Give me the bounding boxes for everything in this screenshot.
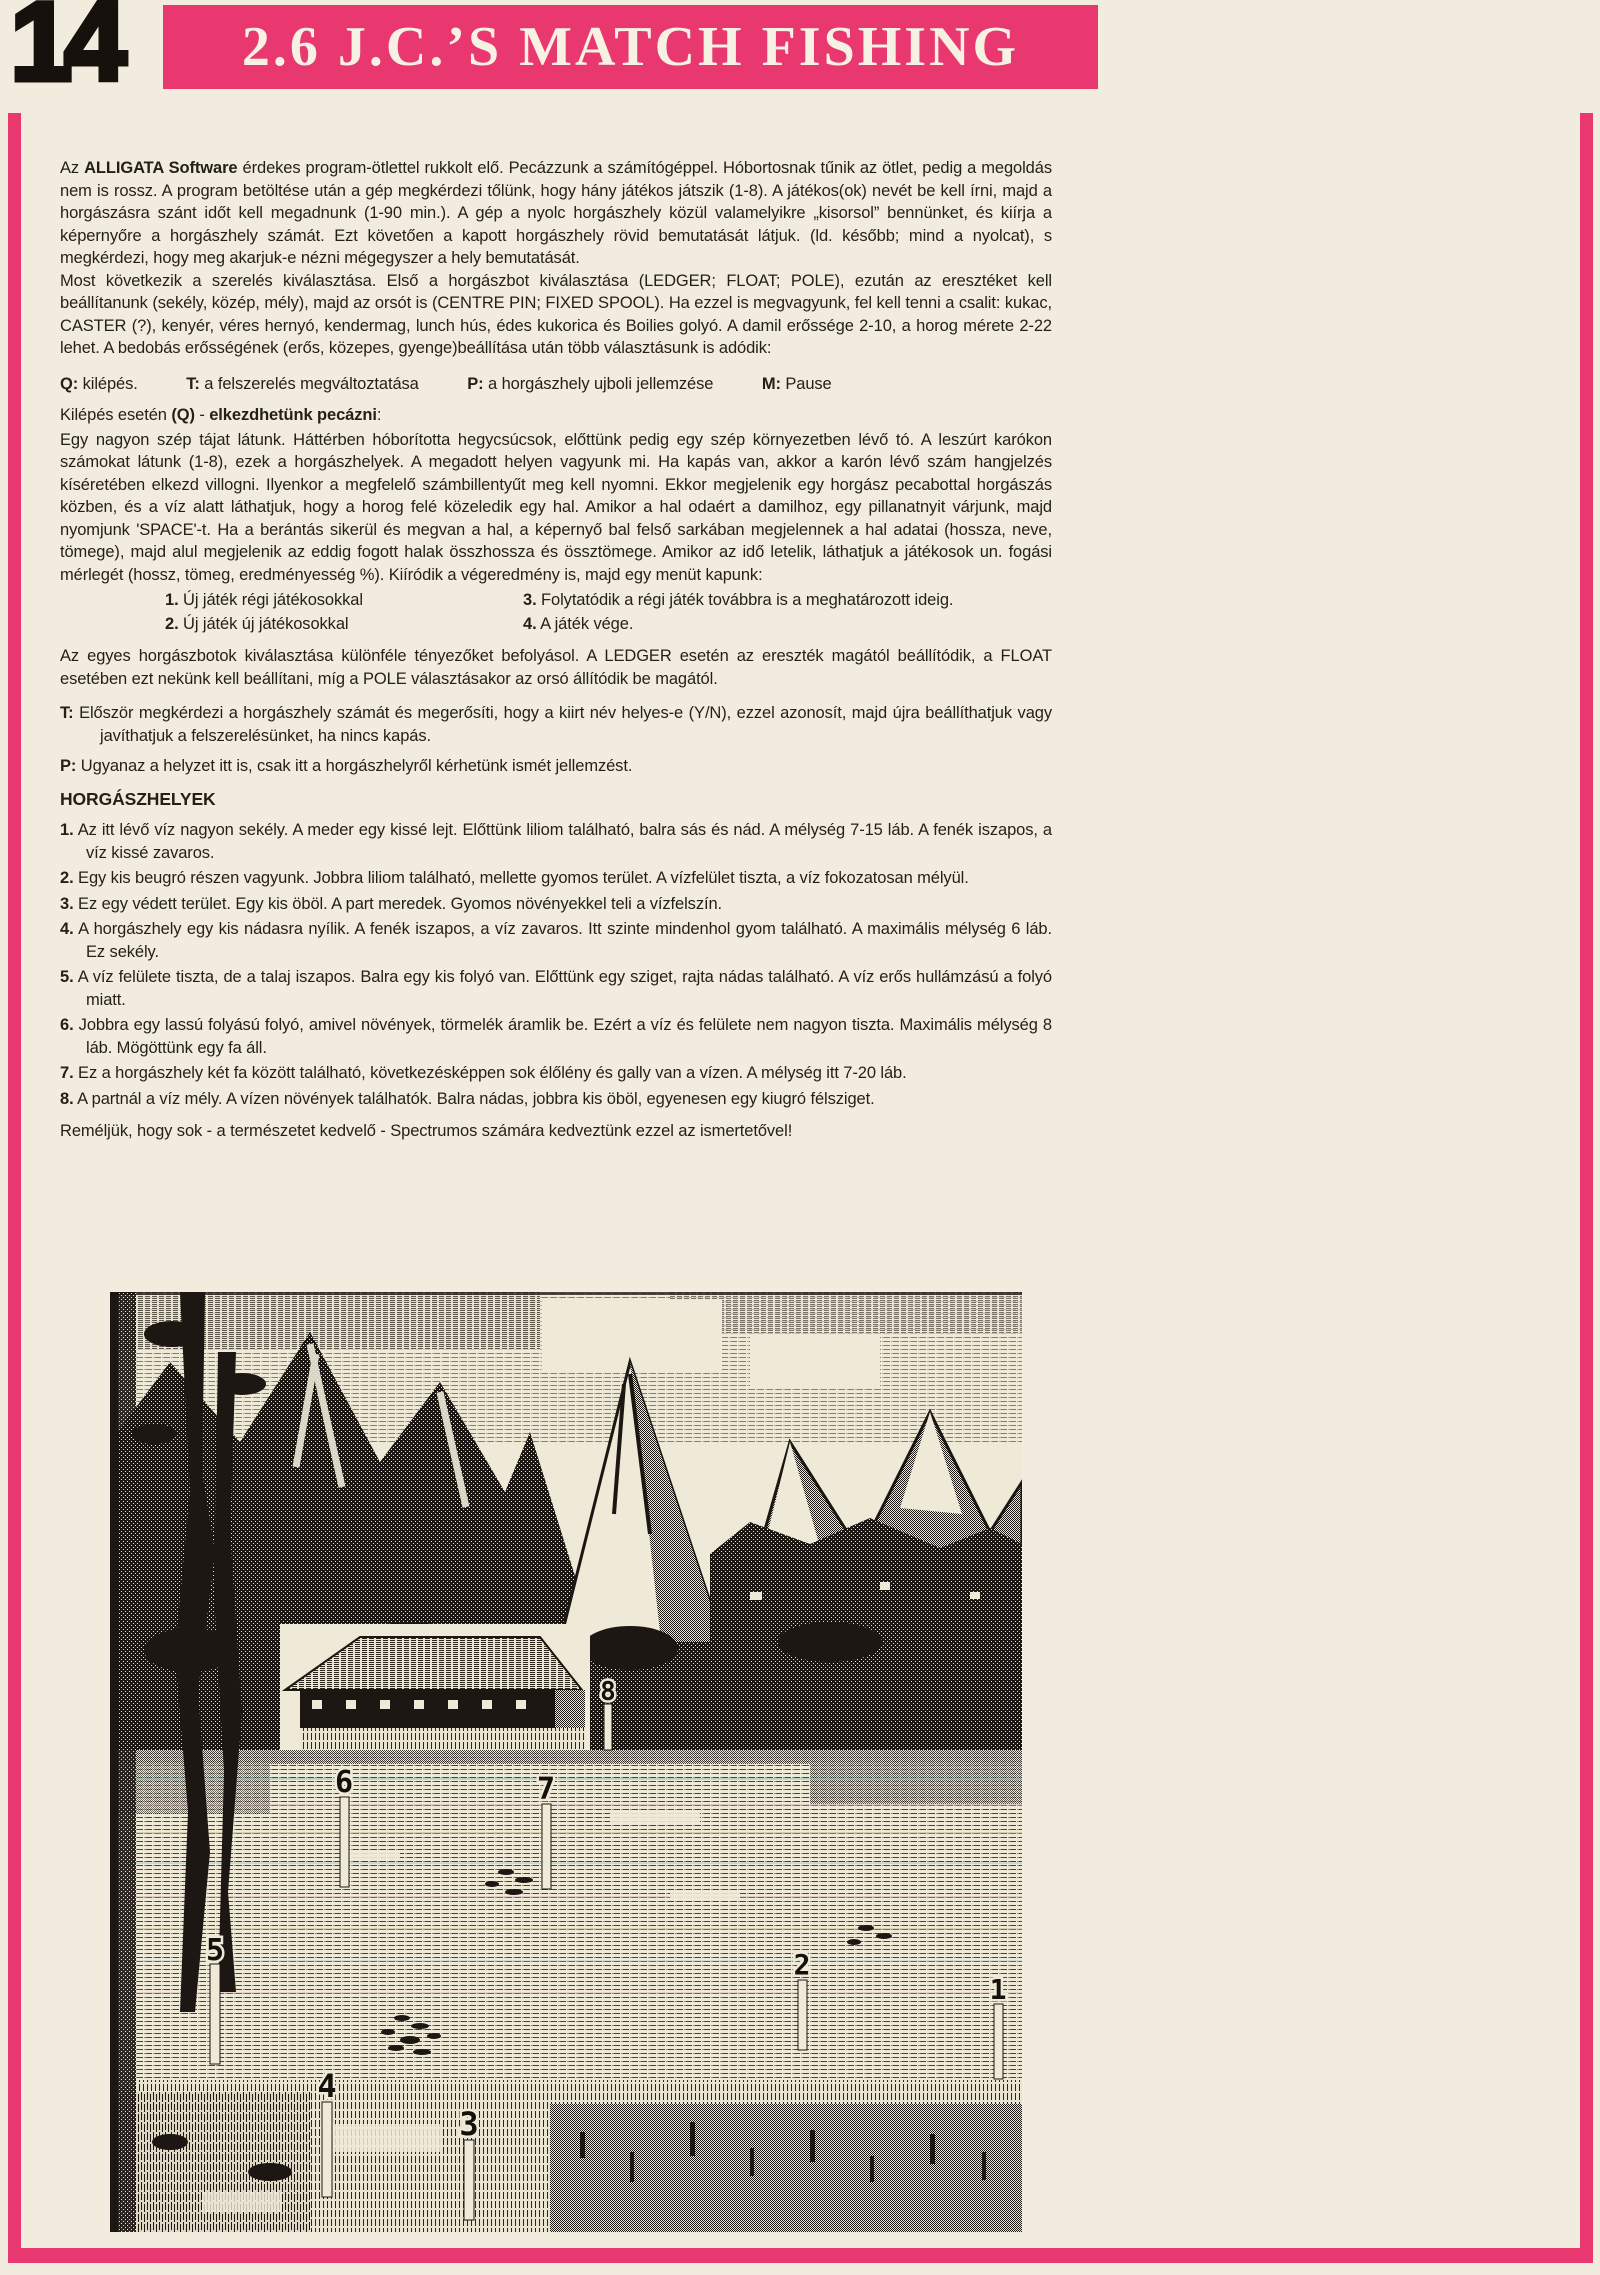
right-border-strip	[1580, 113, 1593, 2263]
sky	[110, 1292, 1022, 1442]
exit-line-dash: -	[194, 406, 210, 424]
fishing-spot-item-6	[60, 1014, 1052, 1059]
fishing-spot-item-3	[60, 893, 1052, 916]
menu-item-label: Új játék régi játékosokkal	[178, 591, 363, 609]
spot-text: Az itt lévő víz nagyon sekély. A meder egy kissé lejt. Előttünk liliom található, balra sás és nád. A mélység 7-15 láb. A fenék iszapos, a víz kissé zavaros.	[73, 821, 1052, 862]
bottom-border-strip	[8, 2248, 1593, 2263]
option-text-p: a horgászhely ujboli jellemzése	[483, 374, 714, 393]
option-key-p: P:	[467, 374, 484, 393]
option-key-m: M:	[761, 374, 781, 393]
fishing-spot-item-5	[60, 966, 1052, 1011]
option-text-m: Pause	[780, 374, 832, 393]
closing-line: Reméljük, hogy sok - a természetet kedvelő - Spectrumos számára kedveztünk ezzel az ismertetővel!	[60, 1122, 793, 1140]
fishing-spot-item-4	[60, 918, 1052, 963]
menu-item-end-game	[523, 613, 1052, 636]
spot-text: Jobbra egy lassú folyású folyó, amivel növények, törmelék áramlik be. Ezért a víz és felülete nem nagyon tiszta. Maximális mélység 8 láb. Mögöttünk egy fa áll.	[73, 1016, 1052, 1057]
peg-number-1: 1	[989, 1973, 1007, 2006]
exit-instruction-line	[60, 404, 1052, 427]
house-base	[300, 1728, 585, 1750]
left-border-strip	[8, 113, 21, 2263]
t-key-definition	[60, 702, 1052, 747]
game-screenshot-image	[110, 1292, 1022, 2232]
foreground-shore	[110, 2080, 1022, 2232]
spot-number: 6.	[60, 1016, 74, 1034]
exit-line-emphasis: elkezdhetünk pecázni	[209, 406, 377, 424]
menu-item-new-game-old-players	[165, 589, 523, 612]
menu-item-label: A játék vége.	[536, 614, 634, 633]
intro-paragraph-2: Most következik a szerelés kiválasztása. Első a horgászbot kiválasztása (LEDGER; FLOAT; POLE), ezután az eresztéket kell beállítanunk (sekély, közép, mély), majd az orsót is (CENTRE PIN; FIXED SPOOL). Ha ezzel is megvagyunk, fel kell tenni a csalit: kukac, CASTER (?), kenyér, véres hernyó, kendermag, lunch hús, édes kukorica és Boilies golyó. A damil erőssége 2-10, a horog mérete 2-22 lehet. A bedobás erősségének (erős, közepes, gyenge)beállítása után több választásunk is adódik:	[60, 271, 1052, 357]
spot-text: Ez a horgászhely két fa között található, következésképpen sok élőlény és gally van a vízen. A mélység itt 7-20 láb.	[73, 1064, 907, 1082]
spot-text: Egy kis beugró részen vagyunk. Jobbra liliom található, mellette gyomos terület. A vízfelület tiszta, a víz fokozatosan mélyül.	[73, 869, 969, 887]
spot-number: 5.	[60, 968, 74, 986]
house-side-wall	[555, 1690, 585, 1728]
rod-selection-paragraph: Az egyes horgászbotok kiválasztása különféle tényezőket befolyásol. A LEDGER esetén az ereszték magától beállítódik, a FLOAT esetében ezt nekünk kell beállítani, míg a POLE választásakor az orsó állítódik be magától.	[60, 647, 1052, 688]
fishing-spot-item-2	[60, 867, 1052, 890]
option-quit	[60, 373, 138, 396]
spot-number: 2.	[60, 869, 74, 887]
key-letter-p: P:	[60, 757, 77, 775]
peg-number-5: 5	[205, 1933, 225, 1968]
game-screenshot	[110, 1292, 1022, 2232]
spot-number: 3.	[60, 894, 74, 913]
menu-item-new-game-new-players	[165, 613, 523, 636]
fishing-spot-item-7	[60, 1062, 1052, 1085]
end-menu	[165, 589, 1052, 635]
menu-item-label: Új játék új játékosokkal	[178, 614, 349, 633]
key-options-line	[60, 373, 1052, 396]
option-pause	[762, 373, 832, 396]
option-key-q: Q:	[60, 374, 79, 393]
option-text-t: a felszerelés megváltoztatása	[199, 374, 419, 393]
spot-number: 1.	[60, 821, 74, 839]
spot-text: A horgászhely egy kis nádasra nyílik. A fenék iszapos, a víz zavaros. Itt szinte mindenhol gyom található. A maximális mélység 6 láb. Ez sekély.	[73, 920, 1052, 961]
peg-number-8: 8	[600, 1677, 616, 1707]
key-definition-text-t: Először megkérdezi a horgászhely számát és megerősíti, hogy a kiirt név helyes-e (Y/N), ezzel azonosít, majd újra beállíthatjuk vagy javíthatjuk a felszerelésünket, ha nincs kapás.	[73, 704, 1052, 745]
fishing-spot-item-8	[60, 1088, 1052, 1111]
exit-line-text: Kilépés esetén	[60, 406, 172, 424]
exit-line-colon: :	[376, 406, 382, 424]
chapter-title: 2.6 J.C.’S MATCH FISHING	[241, 16, 1020, 78]
intro-paragraph-1	[60, 157, 1052, 270]
peg-number-4: 4	[317, 2067, 337, 2105]
fishing-spot-item-1	[60, 819, 1052, 864]
spot-number: 8.	[60, 1089, 74, 1108]
publisher-name: ALLIGATA Software	[84, 159, 238, 177]
page-number: 14	[10, 0, 119, 104]
peg-number-2: 2	[793, 1948, 811, 1981]
menu-item-continue-game	[523, 589, 1052, 612]
option-peg	[467, 373, 713, 396]
menu-item-label: Folytatódik a régi játék továbbra is a meghatározott ideig.	[536, 591, 954, 609]
fishing-description-paragraph: Egy nagyon szép tájat látunk. Háttérben hóborította hegycsúcsok, előttünk pedig egy szép környezetben lévő tó. A leszúrt karókon számokat látunk (1-8), ezek a horgászhelyek. A megadott helyen vagyunk mi. Ha kapás van, akkor a karón lévő szám hangjelzés kíséretében elkezd villogni. Ilyenkor a megfelelő számbillentyűt meg kell nyomni. Ekkor megjelenik egy horgász pecabottal horgászás közben, és a víz alatt láthatjuk, hogy a horog felé közeledik egy hal. Amikor a hal odaért a damilhoz, egy pillanatnyit várjunk, majd nyomjunk 'SPACE'-t. Ha a berántás sikerül és megvan a hal, a képernyő bal felső sarkában megjelennek a hal adatai (hossza, neve, tömege), majd alul megjelenik az eddig fogott halak összhossza és össztömege. Amikor az idő letelik, láthatjuk a játékosok un. fogási mérlegét (hossz, tömeg, eredményesség %). Kiíródik a végeredmény is, majd egy menüt kapunk:	[60, 430, 1052, 584]
option-text-q: kilépés.	[78, 374, 138, 393]
p-key-definition	[60, 755, 1052, 778]
spot-number: 4.	[60, 920, 74, 938]
intro-text-rest: érdekes program-ötlettel rukkolt elő. Pecázzunk a számítógéppel. Hóbortosnak tűnik az ötlet, pedig a megoldás nem is rossz. A program betöltése után a gép megkérdezi tőlünk, hogy hány játékos játszik (1-8). A játékos(ok) nevét be kell írni, majd a horgászásra szánt időt kell megadnunk (1-90 min.). A gép a nyolc horgászhely közül valamelyikre „kisorsol” bennünket, és kiírja a képernyőre a horgászhely számát. Ezt követően a kapott horgászhely rövid bemutatását látjuk. (ld. később; mind a nyolcat), s megkérdezi, hogy meg akarjuk-e nézni mégegyszer a hely bemutatását.	[60, 159, 1052, 267]
fishing-spots-heading: HORGÁSZHELYEK	[60, 788, 216, 809]
spot-number: 7.	[60, 1064, 74, 1082]
key-letter-t: T:	[60, 704, 74, 722]
spot-text: A víz felülete tiszta, de a talaj iszapos. Balra egy kis folyó van. Előttünk egy sziget, rajta nádas található. A víz erős hullámzású a folyó miatt.	[73, 968, 1052, 1009]
peg-number-3: 3	[459, 2105, 479, 2143]
lake	[110, 1750, 1022, 2080]
spot-text: Ez egy védett terület. Egy kis öböl. A part meredek. Gyomos növényekkel teli a vízfelszín.	[73, 894, 723, 913]
key-definition-text-p: Ugyanaz a helyzet itt is, csak itt a horgászhelyről kérhetünk ismét jellemzést.	[76, 757, 633, 775]
intro-text-lead: Az	[60, 159, 85, 177]
spot-text: A partnál a víz mély. A vízen növények találhatók. Balra nádas, jobbra kis öböl, egyenesen egy kiugró félsziget.	[73, 1089, 875, 1108]
menu-item-number: 3.	[523, 591, 537, 609]
peg-number-7: 7	[536, 1772, 556, 1807]
chapter-banner	[163, 5, 1098, 89]
lakeside-house	[280, 1624, 590, 1750]
menu-item-number: 2.	[165, 614, 179, 633]
exit-line-key: (Q)	[171, 406, 195, 424]
menu-item-number: 1.	[165, 591, 179, 609]
article-body	[60, 157, 1052, 1143]
fishing-spots-list	[60, 819, 1052, 1110]
menu-item-number: 4.	[523, 614, 537, 633]
peg-number-6: 6	[334, 1765, 354, 1800]
option-tackle	[186, 373, 419, 396]
option-key-t: T:	[186, 374, 200, 393]
